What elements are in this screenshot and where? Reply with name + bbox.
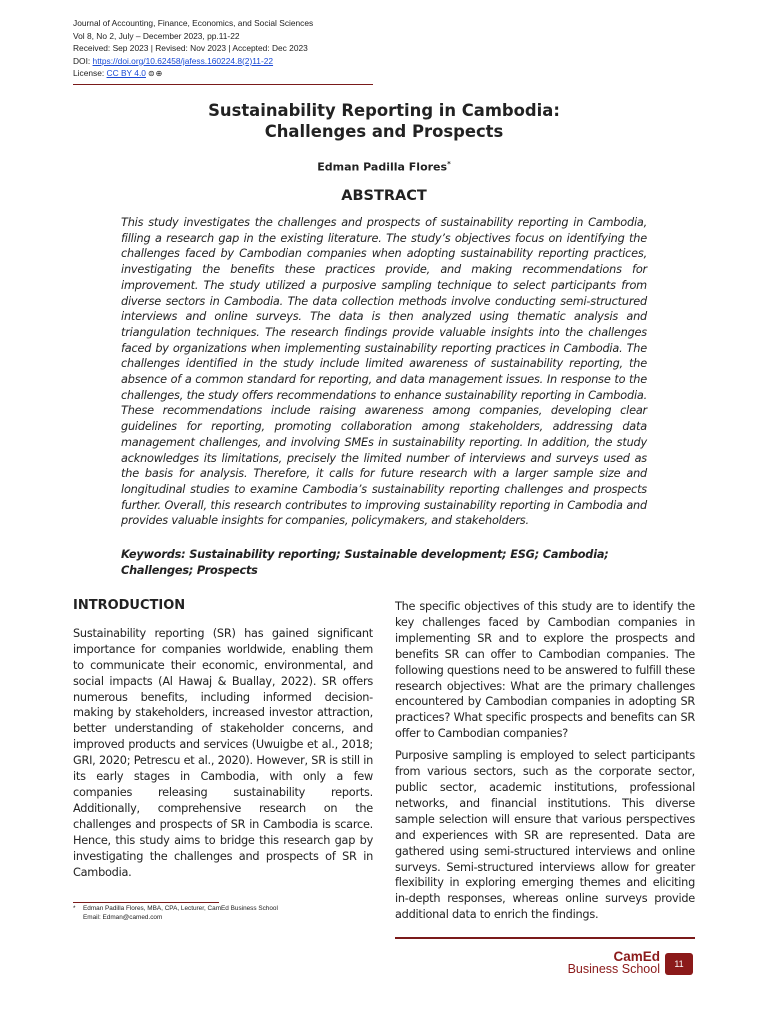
journal-dates: Received: Sep 2023 | Revised: Nov 2023 | Accepted: Dec 2023 (73, 43, 308, 54)
journal-name: Journal of Accounting, Finance, Economics, and Social Sciences (73, 18, 314, 28)
footnote-author-info: Edman Padilla Flores, MBA, CPA, Lecturer, CamEd Business School (83, 905, 278, 912)
left-column (73, 598, 373, 880)
cc-by-icon: ⊜⊕ (147, 69, 164, 79)
title-line-2: Challenges and Prospects (264, 122, 504, 141)
license-label: License: (73, 68, 107, 79)
journal-volume: Vol 8, No 2, July – December 2023, pp.11-22 (73, 30, 240, 41)
author-line (0, 160, 768, 174)
right-column (395, 599, 695, 923)
author-name: Edman Padilla Flores (317, 160, 448, 174)
title-line-1: Sustainability Reporting in Cambodia: (208, 101, 560, 120)
footnote (73, 905, 373, 922)
introduction-heading: INTRODUCTION (73, 598, 186, 613)
abstract-heading: ABSTRACT (341, 188, 427, 204)
abstract-text: This study investigates the challenges and prospects of sustainability reporting in Cambodia, filling a research gap in the existing literature. The study’s objectives focus on identifying the challenges faced by Cambodian companies when adopting sustainability reporting practices, investigating the benefits these practices provide, and making recommendations for improvement. The study utilized a purposive sampling technique to select participants from diverse sectors in Cambodia. The data collection methods involve conducting semi-structured interviews and online surveys. The data is then analyzed using thematic analysis and triangulation techniques. The research findings provide valuable insights into the challenges faced by organizations when implementing sustainability reporting practices in Cambodia. The challenges identified in the study include limited awareness of sustainability reporting, the absence of a common standard for reporting, and data management issues. In response to the challenges, the study offers recommendations to enhance sustainability reporting in Cambodia. These recommendations include raising awareness among companies, developing clear guidelines for reporting, promoting collaboration among stakeholders, addressing data management challenges, and involving SMEs in sustainability reporting. In addition, the study acknowledges its limitations, precisely the limited number of interviews and surveys used as the basis for analysis. Therefore, it calls for future research with a larger sample size and longitudinal studies to examine Cambodia’s sustainability reporting challenges and prospects further. Overall, this research contributes to improving sustainability reporting in Cambodia and provides valuable insights for companies, policymakers, and stakeholders. (121, 216, 647, 528)
footnote-line-1 (73, 905, 373, 914)
keywords: Keywords: Sustainability reporting; Sustainable development; ESG; Cambodia; Challenges; Prospects (121, 548, 609, 577)
author-footnote-mark: * (447, 160, 451, 168)
right-paragraph-1: The specific objectives of this study are to identify the key challenges faced by Cambodian companies in implementing SR and to explore the prospects and benefits SR can offer to Cambodian companies. The following questions need to be answered to fulfill these research objectives: What are the primary challenges encountered by Cambodian companies in adopting SR practices? What specific prospects and benefits can SR offer to Cambodian companies? (395, 600, 695, 741)
footnote-mark: * (73, 905, 76, 912)
right-paragraph-2: Purposive sampling is employed to select participants from various sectors, such as the corporate sector, public sector, academic institutions, professional networks, and financial institutions. This diverse sample selection will ensure that various perspectives and experiences with SR are represented. Data are gathered using semi-structured interviews and online surveys. Semi-structured interviews allow for greater flexibility in exploring emerging themes and eliciting in-depth responses, whereas online surveys provide additional data to enrich the findings. (395, 749, 695, 922)
footnote-divider (73, 902, 219, 903)
footer-divider (395, 937, 695, 939)
doi-label: DOI: (73, 55, 93, 66)
page-number: 11 (665, 953, 693, 975)
paper-title (0, 100, 768, 142)
footnote-email: Email: Edman@camed.com (83, 913, 163, 921)
intro-paragraph-1: Sustainability reporting (SR) has gained significant importance for companies worldwide, enabling them to communicate their economic, environmental, and social impacts (Al Hawaj & Buallay, 2022). SR offers numerous benefits, including informed decision-making by stakeholders, increased investor attraction, better understanding of stakeholder concerns, and improved products and services (Uwuigbe et al., 2018; GRI, 2020; Petrescu et al., 2020). However, SR is still in its early stages in Cambodia, with only a few companies releasing sustainability reports. Additionally, comprehensive research on the challenges and prospects of SR in Cambodia is scarce. Hence, this study aims to bridge this research gap by investigating the challenges and prospects of SR in Cambodia. (73, 626, 373, 879)
brand-subtitle: Business School (567, 962, 660, 976)
doi-row (73, 55, 373, 68)
camed-logo (568, 950, 660, 976)
brand-name: CamEd (613, 949, 660, 964)
header-divider (73, 84, 373, 85)
license-link[interactable]: CC BY 4.0 (106, 68, 146, 79)
license-row (73, 67, 373, 81)
journal-header (73, 17, 373, 81)
doi-link[interactable]: https://doi.org/10.62458/jafess.160224.8(2)11-22 (92, 55, 274, 66)
